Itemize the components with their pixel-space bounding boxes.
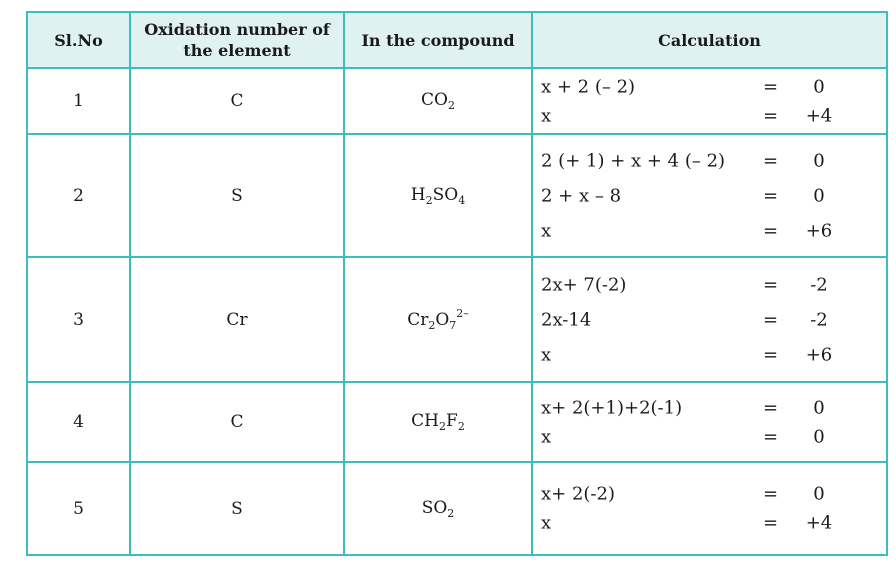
table-row: [27, 68, 887, 134]
calc-expression: x+ 2(+1)+2(-1): [541, 397, 683, 418]
formula-symbol: SO: [432, 184, 459, 205]
calculation-line: [533, 101, 886, 130]
oxidation-number-table: [26, 11, 888, 556]
formula-symbol: CH: [411, 411, 440, 431]
calc-result: 0: [813, 483, 825, 505]
table-row: [27, 134, 887, 257]
formula-supscript: 2–: [456, 307, 469, 320]
cell-element: C: [130, 382, 344, 462]
formula-subscript: 2: [447, 506, 455, 520]
calculation-line: [533, 422, 886, 451]
calc-expression: x: [541, 344, 552, 365]
header-row: [27, 12, 887, 68]
cell-calculation: [532, 462, 887, 555]
calc-equals-sign: =: [763, 397, 779, 418]
cell-compound-formula: [344, 134, 532, 257]
header-calculation: Calculation: [532, 12, 887, 68]
calc-equals-sign: =: [763, 185, 779, 206]
cell-calculation: [532, 68, 887, 134]
cell-element: S: [130, 462, 344, 555]
calc-expression: x: [541, 426, 552, 447]
header-slno: Sl.No: [27, 12, 130, 68]
header-compound: In the compound: [344, 12, 532, 68]
formula-subscript: 2: [439, 420, 447, 433]
calc-equals-sign: =: [763, 483, 779, 505]
calc-result: +4: [805, 105, 833, 126]
calculation-line: [533, 393, 886, 422]
calc-equals-sign: =: [763, 76, 779, 97]
calc-expression: x+ 2(-2): [541, 483, 615, 505]
calc-equals-sign: =: [763, 274, 779, 295]
formula-symbol: O: [435, 310, 450, 330]
calc-equals-sign: =: [763, 426, 779, 447]
calc-result: -2: [810, 309, 828, 330]
calculation-line: [533, 72, 886, 101]
calc-expression: 2 (+ 1) + x + 4 (– 2): [541, 150, 726, 171]
calc-expression: 2 + x – 8: [541, 185, 622, 206]
formula-symbol: SO: [421, 497, 448, 518]
calc-result: 0: [813, 76, 825, 97]
cell-calculation: [532, 257, 887, 382]
calculation-line: [533, 337, 886, 372]
calc-equals-sign: =: [763, 344, 779, 365]
calc-equals-sign: =: [763, 150, 779, 171]
cell-slno: 5: [27, 462, 130, 555]
formula-symbol: F: [446, 411, 458, 431]
cell-element: Cr: [130, 257, 344, 382]
formula-subscript: 4: [458, 193, 466, 207]
calculation-line: [533, 143, 886, 178]
formula-symbol: Cr: [407, 310, 429, 330]
formula-subscript: 2: [425, 193, 433, 207]
table-row: [27, 382, 887, 462]
calculation-line: [533, 509, 886, 538]
calc-result: +6: [805, 344, 833, 365]
cell-compound-formula: [344, 462, 532, 555]
formula-subscript: 2: [457, 420, 465, 433]
calc-expression: x: [541, 512, 552, 534]
calculation-line: [533, 480, 886, 509]
calc-equals-sign: =: [763, 220, 779, 241]
cell-compound-formula: [344, 257, 532, 382]
table-row: [27, 257, 887, 382]
cell-element: C: [130, 68, 344, 134]
calc-result: +4: [805, 512, 833, 534]
cell-slno: 3: [27, 257, 130, 382]
calc-result: 0: [813, 185, 825, 206]
cell-calculation: [532, 382, 887, 462]
cell-element: S: [130, 134, 344, 257]
cell-slno: 4: [27, 382, 130, 462]
formula-subscript: 7: [449, 319, 457, 332]
formula-subscript: 2: [447, 99, 455, 112]
formula-subscript: 2: [428, 319, 436, 332]
cell-compound-formula: [344, 68, 532, 134]
formula-symbol: H: [410, 184, 426, 205]
calc-result: +6: [805, 220, 833, 241]
header-oxidation-number: Oxidation number of the element: [130, 12, 344, 68]
formula-symbol: CO: [421, 90, 448, 110]
calc-equals-sign: =: [763, 512, 779, 534]
calculation-line: [533, 178, 886, 213]
calc-expression: x + 2 (– 2): [541, 76, 636, 97]
calc-expression: 2x-14: [541, 309, 592, 330]
cell-calculation: [532, 134, 887, 257]
calc-expression: x: [541, 220, 552, 241]
calc-equals-sign: =: [763, 309, 779, 330]
calc-result: 0: [813, 426, 825, 447]
calculation-line: [533, 267, 886, 302]
cell-compound-formula: [344, 382, 532, 462]
calc-equals-sign: =: [763, 105, 779, 126]
calc-expression: x: [541, 105, 552, 126]
cell-slno: 1: [27, 68, 130, 134]
calculation-line: [533, 213, 886, 248]
calculation-line: [533, 302, 886, 337]
calc-result: 0: [813, 397, 825, 418]
calc-expression: 2x+ 7(-2): [541, 274, 627, 295]
table-row: [27, 462, 887, 555]
table-body: [27, 68, 887, 555]
calc-result: 0: [813, 150, 825, 171]
cell-slno: 2: [27, 134, 130, 257]
calc-result: -2: [810, 274, 828, 295]
